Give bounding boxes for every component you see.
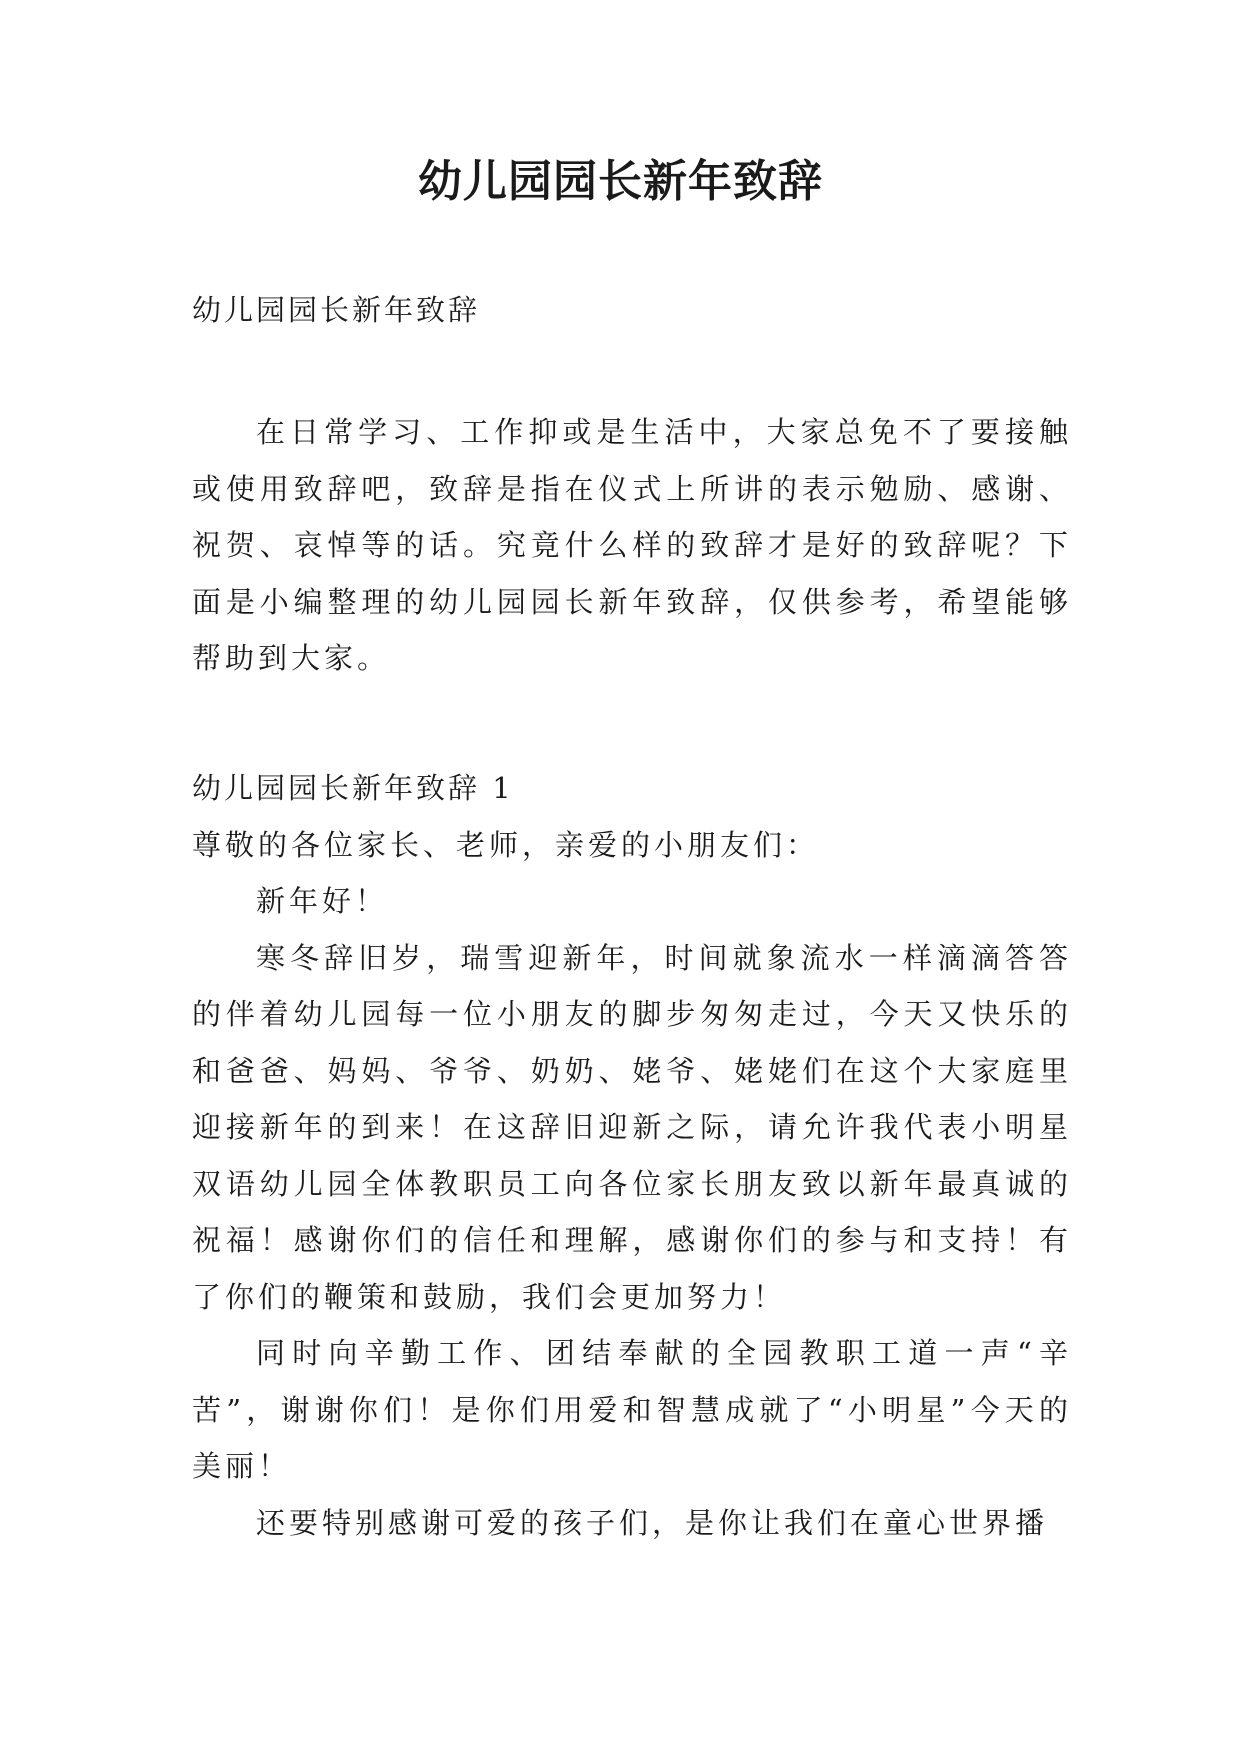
intro-paragraph: 在日常学习、工作抑或是生活中，大家总免不了要接触或使用致辞吧，致辞是指在仪式上所讲的表示勉励、感谢、祝贺、哀悼等的话。究竟什么样的致辞才是好的致辞呢？下面是小编整理的幼儿园园长新年致辞，仅供参考，希望能够帮助到大家。 (192, 415, 1072, 675)
body-paragraph: 寒冬辞旧岁，瑞雪迎新年，时间就象流水一样滴滴答答的伴着幼儿园每一位小朋友的脚步匆匆走过，今天又快乐的和爸爸、妈妈、爷爷、奶奶、姥爷、姥姥们在这个大家庭里迎接新年的到来！在这辞旧迎新之际，请允许我代表小明星双语幼儿园全体教职员工向各位家长朋友致以新年最真诚的祝福！感谢你们的信任和理解，感谢你们的参与和支持！有了你们的鞭策和鼓励，我们会更加努力！ (192, 940, 1072, 1314)
speech-section (192, 760, 1072, 1551)
greeting: 新年好！ (256, 884, 389, 918)
body-paragraph: 还要特别感谢可爱的孩子们，是你让我们在童心世界播 (256, 1505, 1049, 1540)
intro-block (192, 404, 1072, 687)
document-subtitle: 幼儿园园长新年致辞 (192, 293, 481, 327)
salutation: 尊敬的各位家长、老师，亲爱的小朋友们： (192, 827, 820, 862)
body-paragraph: 同时向辛勤工作、团结奉献的全园教职工道一声“辛苦”，谢谢你们！是你们用爱和智慧成就了“小明星”今天的美丽！ (192, 1336, 1072, 1483)
section-title: 幼儿园园长新年致辞 1 (192, 771, 514, 805)
page-title: 幼儿园园长新年致辞 (418, 156, 823, 207)
